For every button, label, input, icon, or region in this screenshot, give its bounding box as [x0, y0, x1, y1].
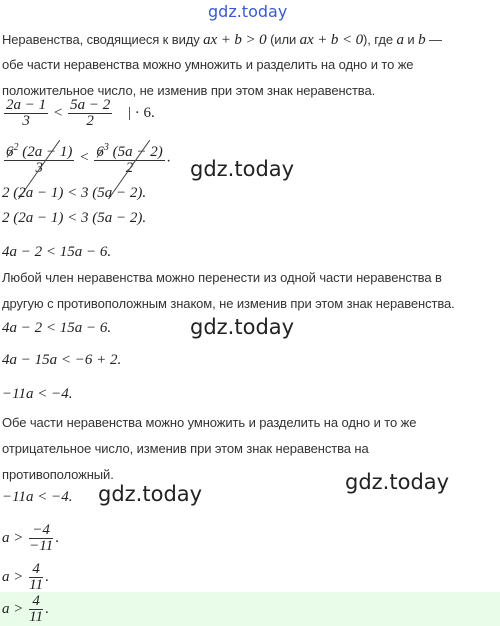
rule3-line3: противоположный. [2, 467, 114, 482]
rule1-line2: обе части неравенства можно умножить и разделить на одно и то же [2, 57, 414, 72]
step2-sup-right: 3 [103, 142, 109, 153]
step1-den-right: 2 [86, 113, 94, 129]
final2-frac [29, 562, 43, 593]
step2-cancel-6-left: 6 [6, 144, 14, 160]
rule1-math-3: a [396, 32, 404, 48]
step1-op: < [53, 104, 63, 121]
rule1-math-2: ax + b < 0 [299, 32, 364, 48]
step1-inequality [2, 98, 155, 129]
step1-den-left: 3 [22, 113, 30, 129]
final1-lhs: a > [2, 529, 24, 546]
watermark-2: gdz.today [190, 315, 295, 339]
step1-frac-left [4, 98, 48, 129]
final1-dot: . [55, 529, 59, 546]
rule3-line1: Обе части неравенства можно умножить и разделить на одно и то же [2, 415, 417, 430]
final3-lhs: a > [2, 600, 24, 617]
step3-line: 2 (2a − 1) < 3 (5a − 2). [2, 185, 147, 201]
final1-den: −11 [29, 538, 54, 554]
step6-line: 4a − 2 < 15a − 6. [2, 320, 112, 336]
final3-dot: . [45, 600, 49, 617]
final-step2 [2, 562, 49, 593]
rule1-text-e: — [425, 32, 442, 47]
rule1-text-c: ), где [363, 32, 397, 47]
final1-frac [29, 523, 53, 554]
watermark-4: gdz.today [345, 470, 450, 494]
watermark-3: gdz.today [98, 482, 203, 506]
step2-frac-left [4, 140, 74, 176]
final3-den: 11 [29, 609, 44, 625]
step2-cancel-2: 2 [94, 161, 164, 176]
final2-dot: . [45, 568, 49, 585]
rule1-text-d: и [403, 32, 419, 47]
answer-highlight [0, 592, 500, 626]
rule2-line2: другую с противоположным знаком, не изменив при этом знак неравенства. [2, 296, 455, 311]
final2-den: 11 [29, 577, 44, 593]
final3-frac [29, 594, 43, 625]
rule2-line1: Любой член неравенства можно перенести из одной части неравенства в [2, 270, 442, 285]
rule1-line3: положительное число, не изменив при этом знак неравенства. [2, 83, 376, 98]
watermark-top: gdz.today [208, 2, 288, 21]
rule1-line1 [2, 32, 442, 49]
rule1-text-a: Неравенства, сводящиеся к виду [2, 32, 204, 47]
final-step3 [2, 594, 49, 625]
final2-num: 4 [29, 562, 43, 578]
step9-line: −11a < −4. [2, 489, 73, 505]
step8-line: −11a < −4. [2, 386, 73, 402]
step1-num-left: 2a − 1 [6, 97, 47, 113]
step1-num-right: 5a − 2 [70, 97, 111, 113]
final2-lhs: a > [2, 568, 24, 585]
rule1-math-1: ax + b > 0 [203, 32, 267, 48]
rule1-math-4: b [418, 32, 426, 48]
watermark-1: gdz.today [190, 157, 295, 181]
rule3-line2: отрицательное число, изменив при этом знак неравенства на [2, 441, 369, 456]
step2-frac-right [94, 140, 164, 176]
step7-line: 4a − 15a < −6 + 2. [2, 352, 122, 368]
final-step1 [2, 523, 59, 554]
step1-frac-right [68, 98, 112, 129]
step2-cancel-3: 3 [4, 161, 74, 176]
step2-cancel-6-right: 6 [96, 144, 104, 160]
step4-line: 2 (2a − 1) < 3 (5a − 2). [2, 210, 147, 226]
step5-line: 4a − 2 < 15a − 6. [2, 244, 112, 260]
step2-num-right [94, 140, 164, 161]
step2-op: < [80, 149, 89, 166]
step2-sup-left: 2 [13, 142, 19, 153]
step2-dot: . [166, 149, 171, 166]
final3-num: 4 [29, 594, 43, 610]
step2-expr-left: (2a − 1) [18, 144, 73, 160]
step2-expr-right: (5a − 2) [108, 144, 163, 160]
step2-inequality [2, 140, 170, 176]
final1-num: −4 [29, 523, 53, 539]
step1-multiplier: | · 6. [127, 104, 155, 121]
rule1-text-b: (или [266, 32, 300, 47]
step2-num-left [4, 140, 74, 161]
